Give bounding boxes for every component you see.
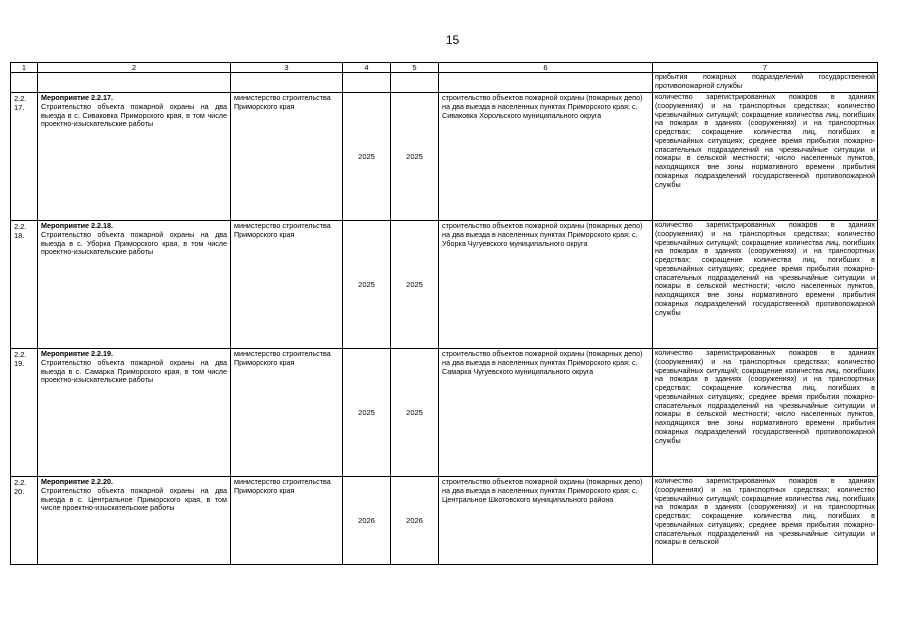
header-row bbox=[11, 63, 878, 73]
year-start: 2026 bbox=[343, 477, 391, 565]
measure-title: Мероприятие 2.2.18. bbox=[41, 221, 114, 230]
year-start: 2025 bbox=[343, 221, 391, 349]
header-cell-5: 5 bbox=[391, 63, 439, 73]
measure-content: строительство объектов пожарной охраны (пожарных депо) на два выезда в населенных пунктах Приморского края: с. Самарка Чугуевского муниципального округа bbox=[439, 349, 653, 477]
continuation-row bbox=[11, 73, 878, 93]
measure-description: Строительство объекта пожарной охраны на два выезда в с. Центральное Приморского края, в том числе проектно-изыскательские работы bbox=[41, 485, 227, 513]
header-cell-7: 7 bbox=[653, 63, 878, 73]
measure-cell bbox=[38, 221, 231, 349]
program-table bbox=[10, 62, 878, 565]
executor: министерство строительства Приморского края bbox=[231, 349, 343, 477]
measure-cell bbox=[38, 349, 231, 477]
row-number: 2.2. 20. bbox=[11, 477, 38, 565]
measure-cell bbox=[38, 93, 231, 221]
year-end: 2025 bbox=[391, 349, 439, 477]
measure-description: Строительство объекта пожарной охраны на два выезда в с. Уборка Приморского края, в том числе проектно-изыскательские работы bbox=[41, 229, 227, 257]
measure-cell bbox=[38, 477, 231, 565]
table-row bbox=[11, 477, 878, 565]
expected-results: количество зарегистрированных пожаров в зданиях (сооружениях) и на транспортных средствах; количество чрезвычайных ситуаций; сокращение количества лиц, погибших на пожарах в зданиях (сооружениях) и на транспортных средствах; сокращение количества лиц, погибших в чрезвычайных ситуациях; среднее время прибытия пожарно-спасательных подразделений на чрезвычайные ситуации и пожары в сельской bbox=[655, 476, 875, 547]
page-number: 15 bbox=[445, 33, 460, 47]
expected-results: количество зарегистрированных пожаров в зданиях (сооружениях) и на транспортных средствах; количество чрезвычайных ситуаций; сокращение количества лиц, погибших на пожарах в зданиях (сооружениях) и на транспортных средствах; сокращение количества лиц, погибших в чрезвычайных ситуациях; среднее время прибытия пожарно-спасательных подразделений на чрезвычайные ситуации и пожары в сельской местности; число населенных пунктов, находящихся вне зоны нормативного времени прибытия пожарных подразделений государственной противопожарной службы bbox=[655, 92, 875, 189]
year-start: 2025 bbox=[343, 93, 391, 221]
measure-content: строительство объектов пожарной охраны (пожарных депо) на два выезда в населенных пунктах Приморского края: с. Сиваковка Хорольского муниципального округа bbox=[439, 93, 653, 221]
year-end: 2025 bbox=[391, 221, 439, 349]
executor: министерство строительства Приморского края bbox=[231, 93, 343, 221]
measure-content: строительство объектов пожарной охраны (пожарных депо) на два выезда в населенных пунктах Приморского края: с. Центральное Шкотовского муниципального района bbox=[439, 477, 653, 565]
header-cell-4: 4 bbox=[343, 63, 391, 73]
table-row bbox=[11, 349, 878, 477]
header-cell-1: 1 bbox=[11, 63, 38, 73]
year-end: 2026 bbox=[391, 477, 439, 565]
measure-content: строительство объектов пожарной охраны (пожарных депо) на два выезда в населенных пунктах Приморского края: с. Уборка Чугуевского муниципального округа bbox=[439, 221, 653, 349]
row-number: 2.2. 18. bbox=[11, 221, 38, 349]
header-cell-3: 3 bbox=[231, 63, 343, 73]
year-end: 2025 bbox=[391, 93, 439, 221]
header-cell-6: 6 bbox=[439, 63, 653, 73]
executor: министерство строительства Приморского края bbox=[231, 477, 343, 565]
row-number: 2.2. 19. bbox=[11, 349, 38, 477]
table-row bbox=[11, 221, 878, 349]
row-number: 2.2. 17. bbox=[11, 93, 38, 221]
year-start: 2025 bbox=[343, 349, 391, 477]
measure-title: Мероприятие 2.2.20. bbox=[41, 477, 114, 486]
header-cell-2: 2 bbox=[38, 63, 231, 73]
measure-title: Мероприятие 2.2.17. bbox=[41, 93, 114, 102]
expected-results: количество зарегистрированных пожаров в зданиях (сооружениях) и на транспортных средствах; количество чрезвычайных ситуаций; сокращение количества лиц, погибших на пожарах в зданиях (сооружениях) и на транспортных средствах; сокращение количества лиц, погибших в чрезвычайных ситуациях; среднее время прибытия пожарно-спасательных подразделений на чрезвычайные ситуации и пожары в сельской местности; число населенных пунктов, находящихся вне зоны нормативного времени прибытия пожарных подразделений государственной противопожарной службы bbox=[655, 220, 875, 317]
executor: министерство строительства Приморского края bbox=[231, 221, 343, 349]
measure-title: Мероприятие 2.2.19. bbox=[41, 349, 114, 358]
expected-results: количество зарегистрированных пожаров в зданиях (сооружениях) и на транспортных средствах; количество чрезвычайных ситуаций; сокращение количества лиц, погибших на пожарах в зданиях (сооружениях) и на транспортных средствах; сокращение количества лиц, погибших в чрезвычайных ситуациях; среднее время прибытия пожарно-спасательных подразделений на чрезвычайные ситуации и пожары в сельской местности; число населенных пунктов, находящихся вне зоны нормативного времени прибытия пожарных подразделений государственной противопожарной службы bbox=[655, 348, 875, 445]
table-row bbox=[11, 93, 878, 221]
continuation-results: прибытия пожарных подразделений государственной противопожарной службы bbox=[655, 72, 875, 90]
measure-description: Строительство объекта пожарной охраны на два выезда в с. Сиваковка Приморского края, в том числе проектно-изыскательские работы bbox=[41, 101, 227, 129]
measure-description: Строительство объекта пожарной охраны на два выезда в с. Самарка Приморского края, в том числе проектно-изыскательские работы bbox=[41, 357, 227, 385]
